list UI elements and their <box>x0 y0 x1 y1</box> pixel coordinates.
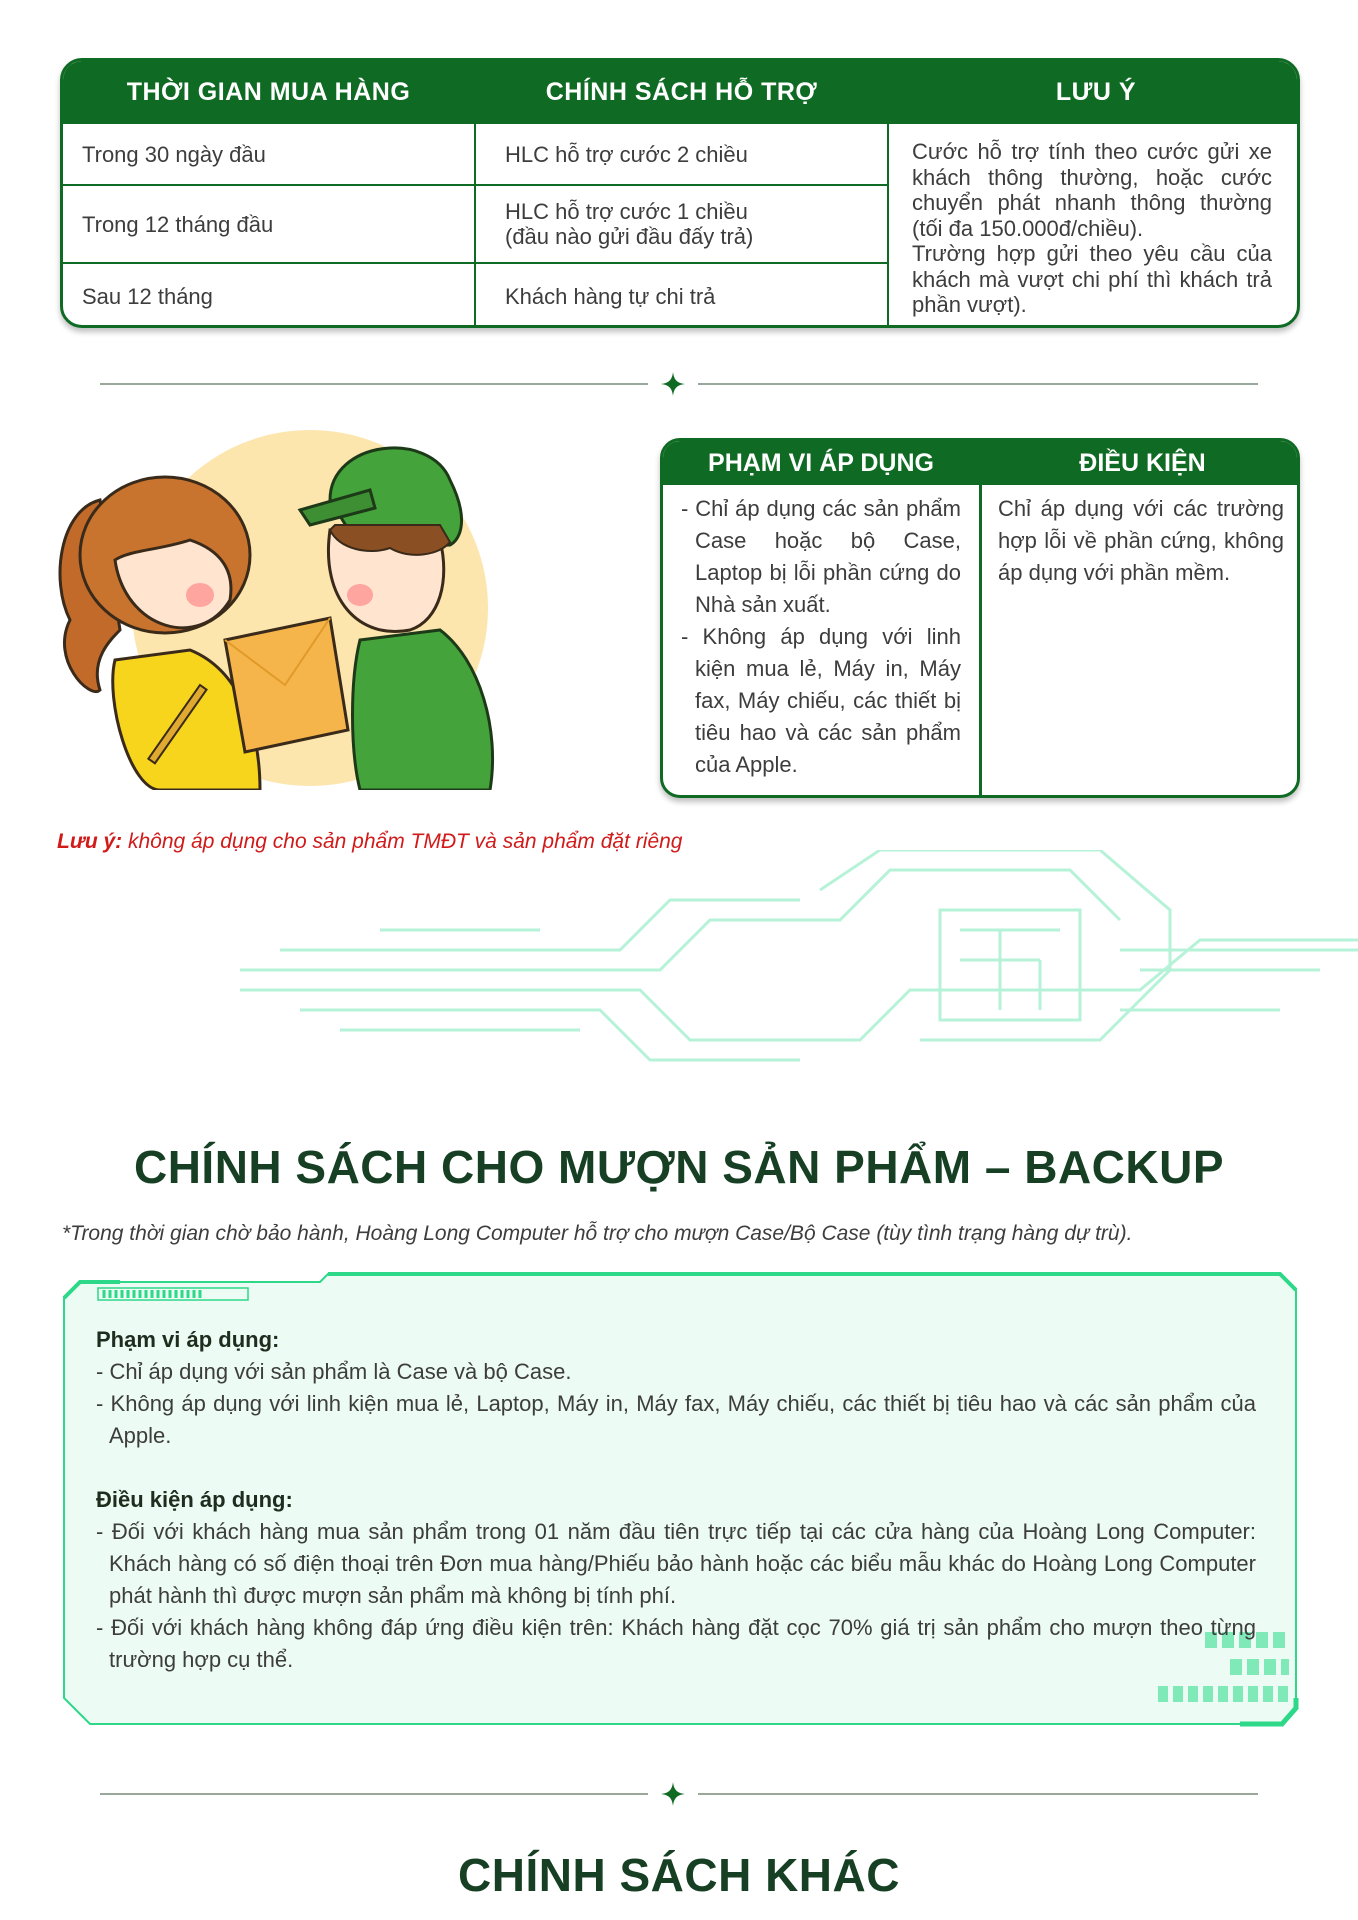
note-text: không áp dụng cho sản phẩm TMĐT và sản phẩm đặt riêng <box>122 830 683 853</box>
backup-scope-item: - Chỉ áp dụng với sản phẩm là Case và bộ Case. <box>96 1359 572 1384</box>
sparkle-icon <box>661 1782 685 1806</box>
row3-policy: Khách hàng tự chi trả <box>505 283 716 309</box>
scope-list <box>681 493 961 781</box>
row1-time: Trong 30 ngày đầu <box>82 141 266 167</box>
backup-section-title: CHÍNH SÁCH CHO MƯỢN SẢN PHẨM – BACKUP <box>133 1141 1225 1193</box>
backup-scope-item: - Không áp dụng với linh kiện mua lẻ, Laptop, Máy in, Máy fax, Máy chiếu, các thiết bị tiêu hao và các sản phẩm của Apple. <box>96 1391 1256 1448</box>
header-purchase-time: THỜI GIAN MUA HÀNG <box>63 61 474 124</box>
scope-item: - Không áp dụng với linh kiện mua lẻ, Máy in, Máy fax, Máy chiếu, các thiết bị tiêu hao và các sản phẩm của Apple. <box>681 624 961 777</box>
scope-item: - Chỉ áp dụng các sản phẩm Case hoặc bộ Case, Laptop bị lỗi phần cứng do Nhà sản xuất. <box>681 496 961 617</box>
row2-policy: HLC hỗ trợ cước 1 chiều (đầu nào gửi đầu đấy trả) <box>505 199 754 249</box>
warranty-scope-table <box>660 438 1300 798</box>
shipping-support-table <box>60 58 1300 328</box>
section-divider <box>100 372 1258 396</box>
backup-scope-title: Phạm vi áp dụng: <box>96 1327 280 1352</box>
row2-time: Trong 12 tháng đầu <box>82 211 274 237</box>
backup-intro: *Trong thời gian chờ bảo hành, Hoàng Long Computer hỗ trợ cho mượn Case/Bộ Case (tùy tình trạng hàng dự trù). <box>62 1222 1133 1245</box>
backup-condition-item: - Đối với khách hàng không đáp ứng điều kiện trên: Khách hàng đặt cọc 70% giá trị sản phẩm cho mượn theo từng trường hợp cụ thể. <box>96 1615 1256 1672</box>
header-condition: ĐIỀU KIỆN <box>982 441 1300 485</box>
backup-condition-title: Điều kiện áp dụng: <box>96 1487 293 1512</box>
backup-policy-box <box>60 1268 1300 1730</box>
row3-time: Sau 12 tháng <box>82 283 213 309</box>
sparkle-icon <box>661 372 685 396</box>
condition-text: Chỉ áp dụng với các trường hợp lỗi về phần cứng, không áp dụng với phần mềm. <box>998 496 1284 585</box>
other-policy-title: CHÍNH SÁCH KHÁC <box>458 1849 900 1901</box>
backup-condition-item: - Đối với khách hàng mua sản phẩm trong 01 năm đầu tiên trực tiếp tại các cửa hàng của Hoàng Long Computer: Khách hàng có số điện thoại trên Đơn mua hàng/Phiếu bảo hành hoặc các biểu mẫu khác do Hoàng Long Computer phát hành thì được mượn sản phẩm mà không bị tính phí. <box>96 1519 1256 1608</box>
circuit-decoration <box>240 850 1358 1090</box>
section-divider <box>100 1782 1258 1806</box>
row1-policy: HLC hỗ trợ cước 2 chiều <box>505 141 748 167</box>
delivery-illustration <box>30 430 530 790</box>
header-scope: PHẠM VI ÁP DỤNG <box>663 441 979 485</box>
header-support-policy: CHÍNH SÁCH HỖ TRỢ <box>476 61 887 124</box>
note-label: Lưu ý: <box>57 830 123 853</box>
header-note: LƯU Ý <box>889 61 1300 124</box>
shipping-note: Cước hỗ trợ tính theo cước gửi xe khách thông thường, hoặc cước chuyển phát nhanh thông thường (tối đa 150.000đ/chiều). Trường hợp gửi theo yêu cầu của khách mà vượt chi phí thì khách trả phần vượt). <box>912 139 1272 317</box>
